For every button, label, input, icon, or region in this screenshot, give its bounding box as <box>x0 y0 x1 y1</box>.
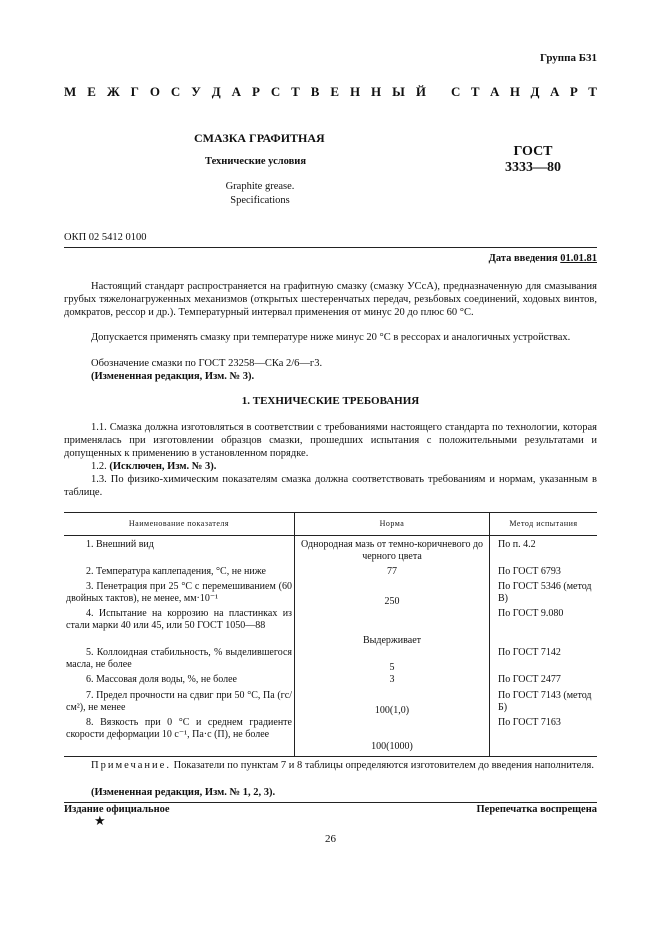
banner-letter: С <box>451 84 461 99</box>
cell-indicator <box>64 647 295 674</box>
intro-paragraph-3-text: Обозначение смазки по ГОСТ 23258—СКа 2/6—г3. <box>91 358 323 369</box>
introduction-date <box>489 253 597 264</box>
cell-indicator <box>64 674 295 690</box>
banner-letter: Р <box>251 84 260 99</box>
clause-1-1 <box>64 421 597 460</box>
indicator-text: 1. Внешний вид <box>86 539 154 550</box>
gost-number <box>498 144 568 176</box>
section-heading: 1. ТЕХНИЧЕСКИЕ ТРЕБОВАНИЯ <box>241 395 420 407</box>
cell-norm: 100(1,0) <box>295 690 490 717</box>
cell-indicator <box>64 536 295 566</box>
table-row <box>64 690 597 717</box>
table-row <box>64 647 597 674</box>
cell-norm: 5 <box>295 647 490 674</box>
banner-letter: М <box>64 84 77 99</box>
banner-letter: Н <box>509 84 521 99</box>
cell-method: По ГОСТ 9.080 <box>490 608 598 647</box>
table-row <box>64 717 597 757</box>
table-row <box>64 536 597 566</box>
indicator-text: 4. Испытание на коррозию на пластинках из стали марки 40 или 45, или 50 ГОСТ 1050—88 <box>66 607 292 631</box>
reprint-prohibited-label: Перепечатка воспрещена <box>476 804 597 815</box>
intro-revision <box>64 370 597 383</box>
intro-paragraph-2 <box>64 331 597 344</box>
table-row <box>64 566 597 581</box>
star-icon: ★ <box>94 814 106 829</box>
banner-word-interstate <box>64 84 426 100</box>
document-title: СМАЗКА ГРАФИТНАЯ <box>194 131 325 145</box>
indicator-text: 5. Коллоидная стабильность, % выделившегося масла, не более <box>66 646 292 670</box>
banner-letter: Т <box>470 84 480 99</box>
cell-norm: 250 <box>295 581 490 608</box>
cell-indicator <box>64 717 295 757</box>
clause-1-2-text: (Исключен, Изм. № 3). <box>109 461 217 472</box>
banner-letter: А <box>490 84 500 99</box>
official-edition-label: Издание официальное <box>64 804 170 815</box>
cell-norm: 77 <box>295 566 490 581</box>
banner-letter: Ы <box>392 84 405 99</box>
banner-letter: Д <box>530 84 540 99</box>
note-label: Примечание. <box>91 760 171 771</box>
cell-indicator <box>64 566 295 581</box>
cell-method: По ГОСТ 7143 (метод Б) <box>490 690 598 717</box>
clause-1-3 <box>64 473 597 499</box>
banner-letter: А <box>231 84 241 99</box>
clause-1-3-text: 1.3. По физико-химическим показателям смазка должна соответствовать требованиям и нормам, указанным в таблице. <box>64 474 597 498</box>
header-method: Метод испытания <box>490 513 598 536</box>
intro-revision-text: (Измененная редакция, Изм. № 3). <box>91 371 255 382</box>
banner-letter: Н <box>371 84 382 99</box>
final-revision: (Измененная редакция, Изм. № 1, 2, 3). <box>91 787 276 798</box>
banner-letter: Ж <box>106 84 120 99</box>
page-number: 26 <box>325 833 336 845</box>
interstate-standard-banner <box>64 84 597 100</box>
banner-letter: С <box>270 84 281 99</box>
banner-letter: Е <box>87 84 96 99</box>
cell-norm: 3 <box>295 674 490 690</box>
indicator-text: 8. Вязкость при 0 °С и среднем градиенте скорости деформации 10 с⁻¹, Па·с (П), не более <box>66 716 292 740</box>
cell-method: По ГОСТ 7142 <box>490 647 598 674</box>
banner-word-standard <box>451 84 597 100</box>
banner-letter: Т <box>588 84 597 99</box>
clause-1-2 <box>64 460 597 473</box>
clause-1-2-number: 1.2. <box>91 461 107 472</box>
banner-letter: Р <box>569 84 578 99</box>
table-row <box>64 581 597 608</box>
banner-letter: Т <box>291 84 300 99</box>
indicator-text: 7. Предел прочности на сдвиг при 50 °С, Па (гс/см²), не менее <box>66 689 292 713</box>
cell-indicator <box>64 581 295 608</box>
note-text: Показатели по пунктам 7 и 8 таблицы определяются изготовителем до введения наполнителя. <box>173 760 594 771</box>
gost-code: 3333—80 <box>505 160 561 175</box>
table-note <box>64 759 597 772</box>
intro-paragraph-1-text: Настоящий стандарт распространяется на графитную смазку (смазку УСсА), предназначенную для смазывания грубых тяжелонагруженных механизмов (открытых шестеренчатых передач, резьбовых соединений, ходовых винтов, домкратов, рессор и др.). Температурный интервал применения от минус 20 до плюс 60 °С. <box>64 281 597 318</box>
english-title-line2: Specifications <box>230 195 290 206</box>
gost-label: ГОСТ <box>513 144 553 159</box>
divider <box>64 247 597 248</box>
indicator-text: 6. Массовая доля воды, %, не более <box>86 673 237 685</box>
banner-letter: А <box>549 84 560 99</box>
cell-indicator <box>64 690 295 717</box>
cell-method: По ГОСТ 6793 <box>490 566 598 581</box>
banner-letter: О <box>149 84 160 99</box>
banner-letter: Н <box>349 84 361 99</box>
banner-letter: Е <box>330 84 340 99</box>
banner-letter: Й <box>415 84 426 99</box>
table-header-row <box>64 513 597 536</box>
cell-method: По ГОСТ 5346 (метод В) <box>490 581 598 608</box>
indicator-text: 2. Температура каплепадения, °С, не ниже <box>86 565 266 577</box>
cell-method: По ГОСТ 2477 <box>490 674 598 690</box>
cell-indicator <box>64 608 295 647</box>
cell-method: По ГОСТ 7163 <box>490 717 598 757</box>
english-title-line1: Graphite grease. <box>225 181 295 192</box>
footer-divider <box>64 802 597 803</box>
document-subtitle: Технические условия <box>205 156 307 167</box>
cell-norm: Выдерживает <box>295 608 490 647</box>
requirements-table <box>64 512 597 757</box>
banner-letter: У <box>191 84 201 99</box>
okp-code: ОКП 02 5412 0100 <box>64 232 147 243</box>
cell-norm: 100(1000) <box>295 717 490 757</box>
cell-norm: Однородная мазь от темно-коричневого до черного цвета <box>295 536 490 566</box>
header-norm: Норма <box>295 513 490 536</box>
cell-method: По п. 4.2 <box>490 536 598 566</box>
banner-letter: С <box>170 84 181 99</box>
introduction-date-value: 01.01.81 <box>560 253 597 264</box>
english-title <box>200 180 320 208</box>
group-label: Группа Б31 <box>540 52 597 64</box>
introduction-date-label: Дата введения <box>488 253 558 264</box>
table-row <box>64 608 597 647</box>
table-row <box>64 674 597 690</box>
banner-letter: В <box>310 84 320 99</box>
banner-letter: Д <box>211 84 221 99</box>
indicator-text: 3. Пенетрация при 25 °С с перемешиванием (60 двойных тактов), не менее, мм·10⁻¹ <box>66 580 292 604</box>
intro-paragraph-1 <box>64 280 597 319</box>
header-indicator: Наименование показателя <box>64 513 295 536</box>
intro-paragraph-3 <box>64 357 597 370</box>
banner-letter: Г <box>130 84 139 99</box>
clause-1-1-text: 1.1. Смазка должна изготовляться в соответствии с требованиями настоящего стандарта по технологии, которая применялась при изготовлении образцов смазки, прошедших испытания с положительными результатами и допущенных к применению в установленном порядке. <box>64 422 597 459</box>
intro-paragraph-2-text: Допускается применять смазку при температуре ниже минус 20 °С в рессорах и аналогичных устройствах. <box>91 332 571 343</box>
